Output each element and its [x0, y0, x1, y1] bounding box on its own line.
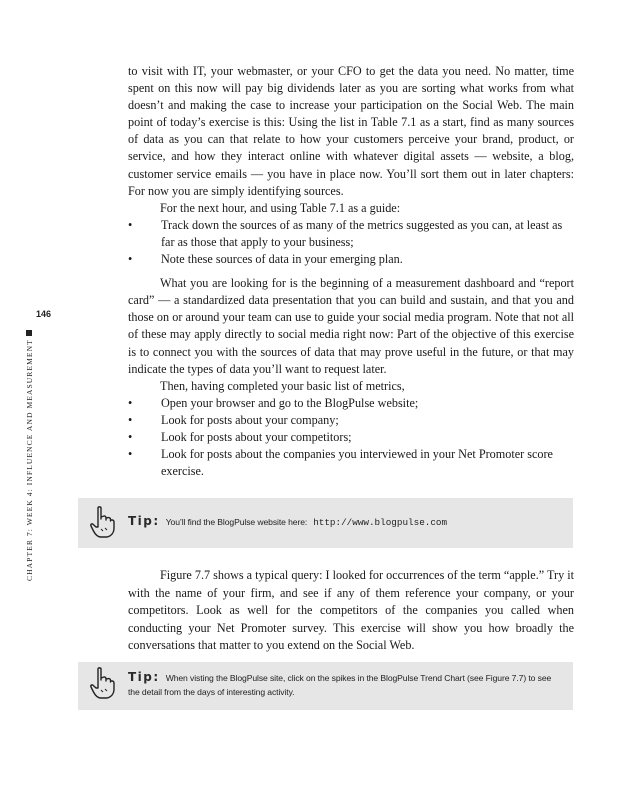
lower-text — [128, 567, 574, 655]
bullet-icon: • — [128, 447, 133, 462]
bullet-icon: • — [128, 217, 133, 232]
list-item: • Look for posts about your company; — [128, 412, 574, 429]
pointing-hand-icon — [88, 666, 116, 702]
tip-box-1 — [78, 498, 573, 548]
bullet-list-2 — [128, 395, 574, 480]
list-item: • Look for posts about your competitors; — [128, 429, 574, 446]
paragraph-2: For the next hour, and using Table 7.1 as a guide: — [160, 200, 401, 215]
running-head-text: CHAPTER 7: WEEK 4: INFLUENCE AND MEASUREMENT — [25, 339, 34, 581]
paragraph-4: Then, having completed your basic list of metrics, — [160, 378, 405, 393]
blogpulse-url: http://www.blogpulse.com — [313, 517, 448, 528]
bullet-icon: • — [128, 429, 133, 444]
tip-text — [128, 515, 561, 530]
pointing-hand-icon — [88, 505, 116, 541]
paragraph-3: What you are looking for is the beginning of a measurement dashboard and “report card” — a standardized data presentation that you can build and sustain, and that you and those on or around your team can use to guide your social media program. Note that not all of these may apply directly to social media right now: Part of the objective of this exercise is to connect you with the sources of data that may prove useful in the future, or that may indicate the types of data you’ll want to request later. — [128, 276, 574, 376]
body-text — [128, 63, 574, 480]
list-item: • Track down the sources of as many of the metrics suggested as you can, at least as far as those that apply to your business; — [128, 217, 563, 249]
tip-message: You’ll find the BlogPulse website here: — [165, 517, 308, 527]
bullet-icon: • — [128, 412, 133, 427]
tip-label: Tip: — [128, 670, 160, 684]
bullet-list-1 — [128, 217, 574, 268]
list-item: • Look for posts about the companies you interviewed in your Net Promoter score exercise. — [128, 447, 553, 479]
bullet-icon: • — [128, 395, 133, 410]
list-item: • Open your browser and go to the BlogPulse website; — [128, 395, 574, 412]
running-head — [25, 321, 34, 581]
page-number: 146 — [36, 309, 52, 319]
paragraph-1: to visit with IT, your webmaster, or your CFO to get the data you need. No matter, time spent on this now will pay big dividends later as you are sorting what works from what doesn’t and making the case to increase your participation on the Social Web. The main point of today’s exercise is this: Using the list in Table 7.1 as a start, find as many sources of data as you can that relate to how your customers perceive your brand, product, or service, and how they interact online with whatever digital assets — website, a blog, customer service emails — you have in place now. You’ll sort them out in later chapters: For now you are simply identifying sources. — [128, 64, 574, 198]
tip-text — [128, 671, 561, 699]
bullet-icon: • — [128, 252, 133, 267]
tip-box-2 — [78, 662, 573, 710]
list-item: • Note these sources of data in your emerging plan. — [128, 251, 574, 268]
square-bullet-icon — [26, 330, 32, 336]
tip-label: Tip: — [128, 514, 160, 528]
tip-message: When visting the BlogPulse site, click on the spikes in the BlogPulse Trend Chart (see Figure 7.7) to see the detail from the days of interesting activity. — [128, 673, 552, 697]
paragraph-5: Figure 7.7 shows a typical query: I looked for occurrences of the term “apple.” Try it with the name of your firm, and see if any of them reference your company, or your competitors. Look as well for the competitors of the companies you called when conducting your Net Promoter survey. This exercise will show you how broadly the conversations that matter to you extend on the Social Web. — [128, 568, 574, 653]
